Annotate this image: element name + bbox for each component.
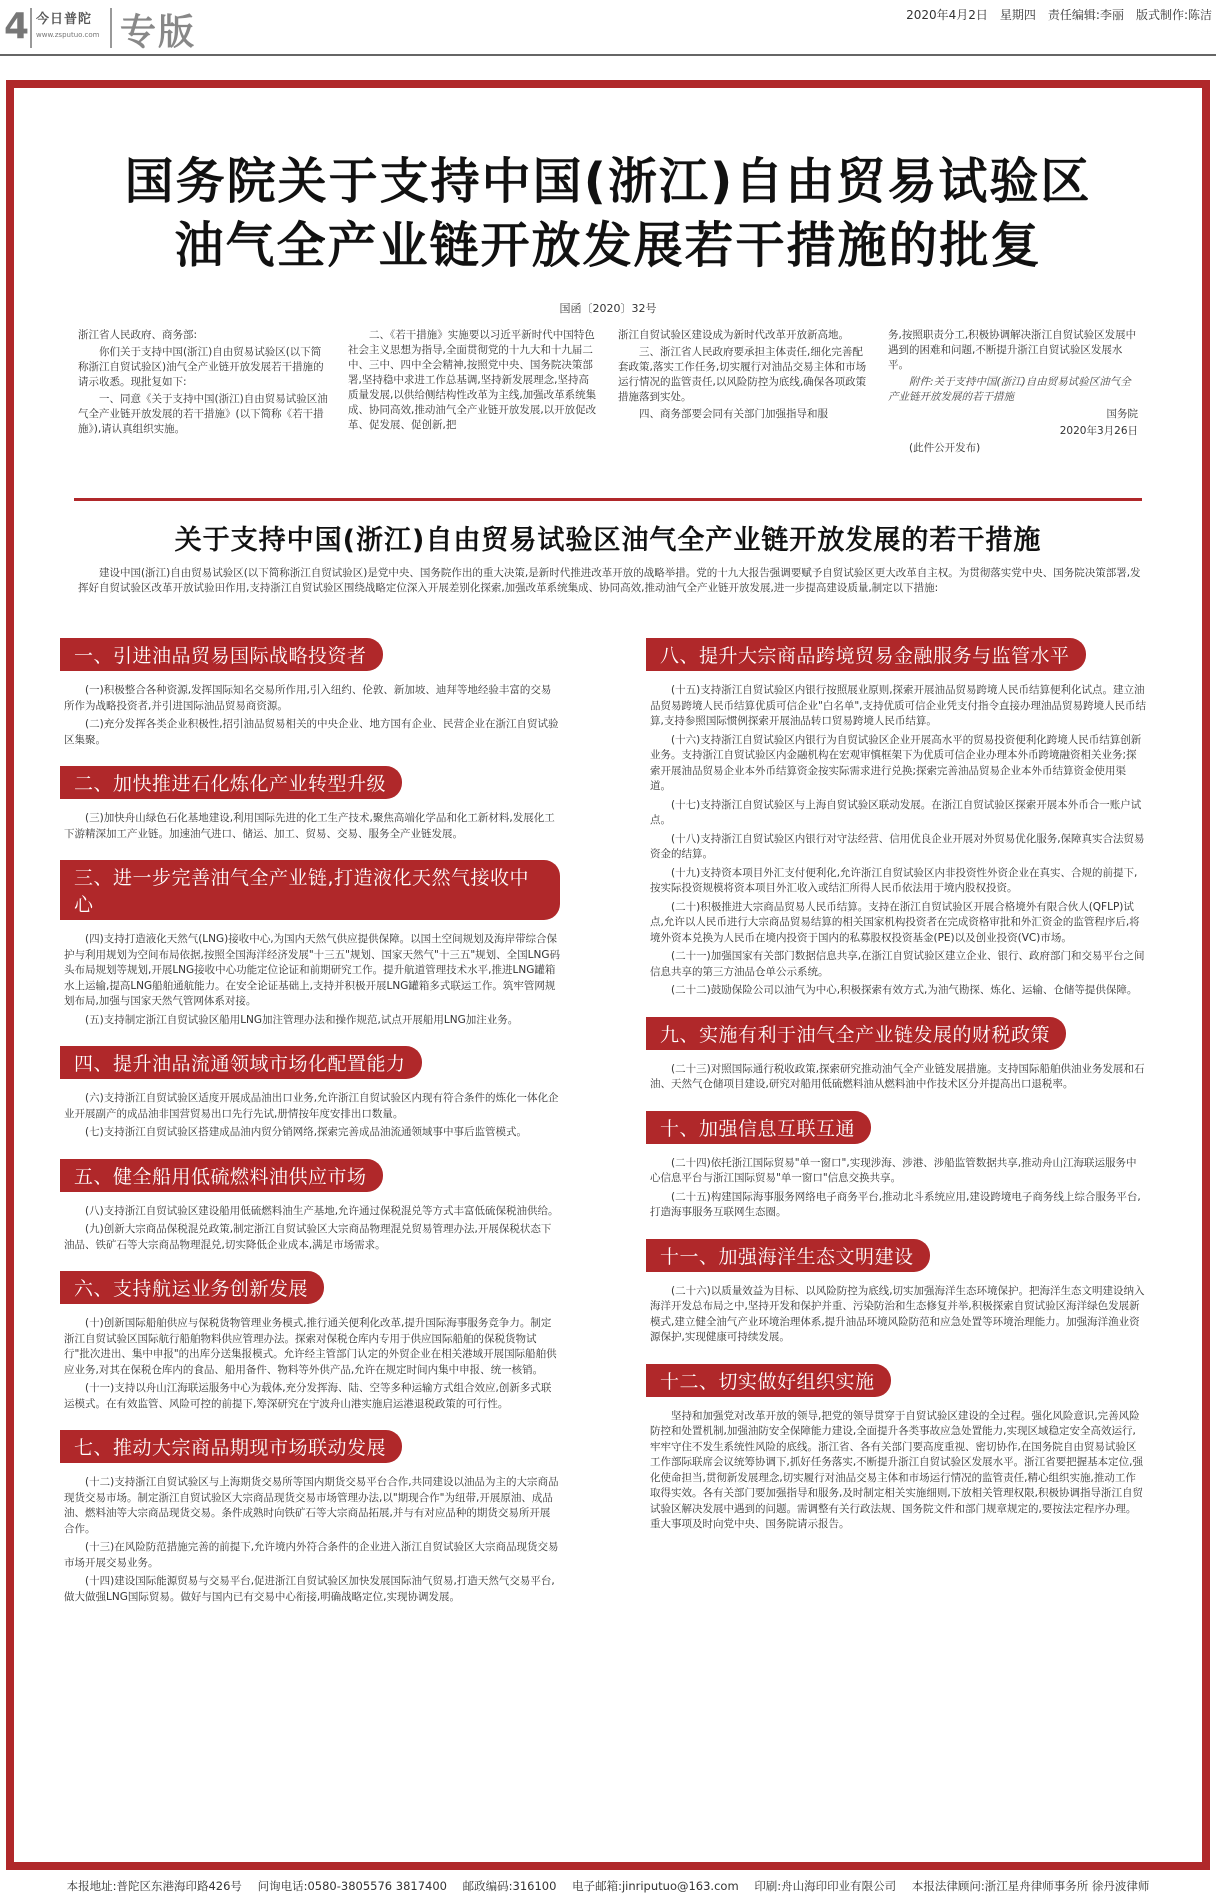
reply-column-4 — [888, 328, 1138, 458]
measure-item: (十五)支持浙江自贸试验区内银行按照展业原则,探索开展油品贸易跨境人民币结算便利化试点。建立油品贸易跨境人民币结算优质可信企业"白名单",支持优质可信企业凭支付指令直接办理油品贸易跨境人民币结算,支持参照国际惯例探索开展油品转口贸易跨境人民币结算。 — [650, 684, 1146, 727]
document-number: 国函〔2020〕32号 — [559, 302, 657, 315]
reply-paragraph: 一、同意《关于支持中国(浙江)自由贸易试验区油气全产业链开放发展的若干措施》(以下简称《若干措施》),请认真组织实施。 — [78, 393, 328, 435]
publish-note: (此件公开发布) — [909, 442, 981, 454]
sign-date: 2020年3月26日 — [1059, 425, 1138, 437]
measure-item: (十九)支持资本项目外汇支付便利化,允许浙江自贸试验区内非投资性外资企业在真实、合规的前提下,按实际投资规模将资本项目外汇收入或结汇所得人民币依法用于境内股权投资。 — [650, 866, 1138, 894]
section-heading: 十一、加强海洋生态文明建设 — [646, 1239, 930, 1272]
reply-body — [78, 328, 1138, 458]
section-heading: 一、引进油品贸易国际战略投资者 — [60, 638, 383, 671]
reply-paragraph: 四、商务部要会同有关部门加强指导和服 — [639, 408, 828, 420]
page-number: 4 — [4, 6, 30, 47]
masthead-divider — [30, 8, 32, 48]
section-heading: 六、支持航运业务创新发展 — [60, 1271, 324, 1304]
measure-item: (六)支持浙江自贸试验区适度开展成品油出口业务,允许浙江自贸试验区内现有符合条件的炼化一体化企业开展副产的成品油非国营贸易出口先行先试,册情按年度安排出口数量。 — [64, 1092, 559, 1120]
measure-item: (二十)积极推进大宗商品贸易人民币结算。支持在浙江自贸试验区开展合格境外有限合伙人(QFLP)试点,允许以人民币进行大宗商品贸易结算的相关国家机构投资者在完成资格审批和外汇资金的监管程序后,将境外资本兑换为人民币在境内投资于国内的私募股权投资基金(PE)以及创业投资(VC)市场。 — [650, 900, 1140, 944]
measure-item: (十)创新国际船舶供应与保税货物管理业务模式,推行通关便利化改革,提升国际海事服务竞争力。制定浙江自贸试验区国际航行船舶物料供应管理办法。探索对保税仓库内专用于供应国际船舶的保税货物试行"批次进出、集中申报"的出库分送集报模式。允许经主管部门认定的外贸企业在相关港域开展国际船舶供应业务,对其在保税仓库内的食品、船用备件、物料等外供产品,允许在规定时间内集中申报、统一核销。 — [64, 1317, 557, 1376]
reply-paragraph: 浙江自贸试验区建设成为新时代改革开放新高地。 — [618, 329, 849, 341]
measure-section — [60, 1159, 560, 1254]
section-heading: 二、加快推进石化炼化产业转型升级 — [60, 766, 402, 799]
measure-item: (十四)建设国际能源贸易与交易平台,促进浙江自贸试验区加快发展国际油气贸易,打造天然气交易平台,做大做强LNG国际贸易。做好与国内已有交易中心衔接,明确战略定位,实现协调发展。 — [64, 1575, 555, 1603]
measure-item: (二十六)以质量效益为目标、以风险防控为底线,切实加强海洋生态环境保护。把海洋生态文明建设纳入海洋开发总布局之中,坚持开发和保护并重、污染防治和生态修复并举,积极探索自贸试验区海洋绿色发展新模式,建立健全油气产业环境治理体系,提升油品环境风险防范和应急处置等环境治理能力。加强海洋渔业资源保护,实现健康可持续发展。 — [650, 1284, 1145, 1343]
measure-item: (二十三)对照国际通行税收政策,探索研究推动油气全产业链发展措施。支持国际船舶供油业务发展和石油、天然气仓储项目建设,研究对船用低硫燃料油从燃料油中作技术区分并提高出口退税率。 — [650, 1062, 1145, 1090]
measure-section — [60, 860, 560, 1028]
measure-section — [60, 1430, 560, 1605]
reply-paragraph: 务,按照职责分工,积极协调解决浙江自贸试验区发展中遇到的困难和问题,不断提升浙江自贸试验区发展水平。 — [888, 329, 1137, 371]
footer-address: 本报地址:普陀区东港海印路426号 — [66, 1879, 242, 1893]
measures-intro: 建设中国(浙江)自由贸易试验区(以下简称浙江自贸试验区)是党中央、国务院作出的重大决策,是新时代推进改革开放的战略举措。党的十九大报告强调要赋予自贸试验区更大改革自主权。为贯彻落实党中央、国务院决策部署,发挥好自贸试验区改革开放试验田作用,支持浙江自贸试验区围绕战略定位深入开展差别化探索,加强改革系统集成、协同高效,推动油气全产业链开放发展,进一步提高建设质量,制定以下措施: — [78, 567, 1141, 594]
footer — [0, 1878, 1216, 1894]
measure-item: (十七)支持浙江自贸试验区与上海自贸试验区联动发展。在浙江自贸试验区探索开展本外币合一账户试点。 — [650, 798, 1142, 826]
section-heading: 八、提升大宗商品跨境贸易金融服务与监管水平 — [646, 638, 1086, 671]
reply-column-2 — [348, 328, 598, 458]
masthead — [0, 0, 1216, 58]
attachment-note: 附件:关于支持中国(浙江)自由贸易试验区油气全产业链开放发展的若干措施 — [888, 376, 1131, 403]
footer-email[interactable]: 电子邮箱:jinriputuo@163.com — [572, 1879, 739, 1893]
footer-printer: 印刷:舟山海印印业有限公司 — [754, 1879, 897, 1893]
section-divider — [74, 498, 1142, 501]
measure-section — [60, 638, 560, 748]
measure-section — [646, 1111, 1146, 1221]
reply-paragraph: 浙江省人民政府、商务部: — [78, 329, 198, 341]
reply-paragraph: 三、浙江省人民政府要承担主体责任,细化完善配套政策,落实工作任务,切实履行对油品交易主体和市场运行情况的监管责任,以风险防控为底线,确保各项政策措施落到实处。 — [618, 346, 867, 403]
measure-item: (五)支持制定浙江自贸试验区船用LNG加注管理办法和操作规范,试点开展船用LNG加注业务。 — [85, 1013, 519, 1026]
section-heading: 七、推动大宗商品期现市场联动发展 — [60, 1430, 402, 1463]
measure-section — [646, 1364, 1146, 1533]
measure-item: (十八)支持浙江自贸试验区内银行对守法经营、信用优良企业开展对外贸易优化服务,保障真实合法贸易资金的结算。 — [650, 832, 1145, 860]
measures-title: 关于支持中国(浙江)自由贸易试验区油气全产业链开放发展的若干措施 — [174, 525, 1042, 556]
masthead-rule — [0, 54, 1216, 56]
measure-item: (二十一)加强国家有关部门数据信息共享,在浙江自贸试验区建立企业、银行、政府部门和交易平台之间信息共享的第三方油品仓单公示系统。 — [650, 950, 1145, 978]
measure-item: (八)支持浙江自贸试验区建设船用低硫燃料油生产基地,允许通过保税混兑等方式丰富低硫保税油供给。 — [85, 1204, 559, 1217]
footer-postcode: 邮政编码:316100 — [462, 1879, 557, 1893]
measure-section — [60, 766, 560, 842]
article-frame — [6, 80, 1210, 1870]
measure-section — [646, 638, 1146, 999]
signer: 国务院 — [1106, 408, 1138, 420]
reply-title — [14, 150, 1202, 278]
reply-title-line2: 油气全产业链开放发展若干措施的批复 — [174, 217, 1042, 274]
measure-item: (七)支持浙江自贸试验区搭建成品油内贸分销网络,探索完善成品油流通领域事中事后监管模式。 — [85, 1126, 528, 1138]
measures-right-column — [646, 638, 1146, 1551]
footer-phone: 问询电话:0580-3805576 3817400 — [257, 1879, 447, 1893]
measure-item: (四)支持打造液化天然气(LNG)接收中心,为国内天然气供应提供保障。以国土空间规划及海岸带综合保护与利用规划为空间布局依据,按照全国海洋经济发展"十三五"规划、国家天然气"十三五"规划、全国LNG码头布局规划等规划,开展LNG接收中心功能定位论证和前期研究工作。提升航道管理技术水平,推进LNG罐箱水上运输,提高LNG船舶通航能力。在安全论证基础上,支持并积极开展LNG罐箱多式联运工作。筑牢管网规划布局,加强与国家天然气管网体系对接。 — [64, 933, 560, 1007]
reply-paragraph: 二、《若干措施》实施要以习近平新时代中国特色社会主义思想为指导,全面贯彻党的十九大和十九届二中、三中、四中全会精神,按照党中央、国务院决策部署,坚持稳中求进工作总基调,坚持新发展理念,坚持高质量发展,以供给侧结构性改革为主线,加强改革系统集成、协同高效,推动油气全产业链开放发展,以开放促改革、促发展、促创新,把 — [348, 329, 597, 431]
measure-section — [60, 1271, 560, 1412]
measure-item: (三)加快舟山绿色石化基地建设,利用国际先进的化工生产技术,聚焦高端化学品和化工新材料,发展化工下游精深加工产业链。加速油气进口、储运、加工、贸易、交易、服务全产业链发展。 — [64, 812, 555, 840]
section-heading: 十、加强信息互联互通 — [646, 1111, 871, 1144]
measure-item: 坚持和加强党对改革开放的领导,把党的领导贯穿于自贸试验区建设的全过程。强化风险意识,完善风险防控和处置机制,加强油防安全保障能力建设,全面提升各类事故应急处置能力,实现区域稳定安全高效运行,牢牢守住不发生系统性风险的底线。浙江省、各有关部门要高度重视、密切协作,在国务院自由贸易试验区工作部际联席会议统筹协调下,抓好任务落实,不断提升浙江自贸试验区发展水平。浙江省要把握基本定位,强化使命担当,贯彻新发展理念,切实履行对油品交易主体和市场运行情况的监管责任,精心组织实施,推动工作取得实效。各有关部门要加强指导和服务,及时制定相关实施细则,下放相关管理权限,积极协调指导浙江自贸试验区解决发展中遇到的问题。需调整有关行政法规、国务院文件和部门规章规定的,要按法定程序办理。重大事项及时向党中央、国务院请示报告。 — [650, 1409, 1144, 1530]
measure-item: (二十二)鼓励保险公司以油气为中心,积极探索有效方式,为油气勘探、炼化、运输、仓储等提供保障。 — [671, 984, 1138, 996]
section-heading: 四、提升油品流通领域市场化配置能力 — [60, 1046, 422, 1079]
section-heading: 十二、切实做好组织实施 — [646, 1364, 891, 1397]
measure-item: (一)积极整合各种资源,发挥国际知名交易所作用,引入纽约、伦敦、新加坡、迪拜等地经验丰富的交易所作为战略投资者,并引进国际油品贸易商资源。 — [64, 684, 552, 712]
issue-info: 2020年4月2日 星期四 责任编辑:李丽 版式制作:陈洁 — [906, 8, 1212, 22]
measure-item: (二)充分发挥各类企业积极性,招引油品贸易相关的中央企业、地方国有企业、民营企业在浙江自贸试验区集聚。 — [64, 718, 559, 746]
footer-lawyer: 本报法律顾问:浙江星舟律师事务所 徐丹波律师 — [911, 1879, 1150, 1893]
logo-url: www.zsputuo.com — [36, 31, 100, 39]
measure-item: (十三)在风险防范措施完善的前提下,允许境内外符合条件的企业进入浙江自贸试验区大宗商品现货交易市场开展交易业务。 — [64, 1541, 559, 1569]
reply-paragraph: 你们关于支持中国(浙江)自由贸易试验区(以下简称浙江自贸试验区)油气全产业链开放发展若干措施的请示收悉。现批复如下: — [78, 346, 324, 388]
measure-item: (二十四)依托浙江国际贸易"单一窗口",实现涉海、涉港、涉船监管数据共享,推动舟山江海联运服务中心信息平台与浙江国际贸易"单一窗口"信息交换共享。 — [650, 1156, 1137, 1184]
measure-section — [60, 1046, 560, 1141]
logo-text: 今日普陀 — [36, 12, 93, 27]
masthead-divider — [110, 8, 112, 48]
section-heading: 九、实施有利于油气全产业链发展的财税政策 — [646, 1017, 1066, 1050]
section-heading: 五、健全船用低硫燃料油供应市场 — [60, 1159, 383, 1192]
measure-item: (二十五)构建国际海事服务网络电子商务平台,推动北斗系统应用,建设跨境电子商务线上综合服务平台,打造海事服务互联网生态圈。 — [650, 1190, 1141, 1218]
measure-item: (九)创新大宗商品保税混兑政策,制定浙江自贸试验区大宗商品物理混兑贸易管理办法,开展保税状态下油品、铁矿石等大宗商品物理混兑,切实降低企业成本,满足市场需求。 — [64, 1223, 552, 1251]
section-name: 专版 — [120, 12, 197, 53]
measure-item: (十一)支持以舟山江海联运服务中心为载体,充分发挥海、陆、空等多种运输方式组合效应,创新多式联运模式。在有效监管、风险可控的前提下,筹深研究在宁波舟山港实施启运港退税政策的可行性。 — [64, 1382, 552, 1410]
section-heading: 三、进一步完善油气全产业链,打造液化天然气接收中心 — [60, 860, 560, 920]
newspaper-logo — [36, 8, 106, 50]
measure-item: (十六)支持浙江自贸试验区内银行为自贸试验区企业开展高水平的贸易投资便利化跨境人民币结算创新业务。支持浙江自贸试验区内金融机构在宏观审慎框架下为优质可信企业办理本外币跨境融资相关业务;探索开展油品贸易企业本外币结算资金按实际需求进行兑换;探索完善油品贸易企业本外币结算资金使用渠道。 — [650, 733, 1142, 792]
measure-section — [646, 1017, 1146, 1093]
measures-left-column — [60, 638, 560, 1623]
reply-title-line1: 国务院关于支持中国(浙江)自由贸易试验区 — [124, 153, 1092, 210]
measure-section — [646, 1239, 1146, 1346]
reply-column-3 — [618, 328, 868, 458]
reply-column-1 — [78, 328, 328, 458]
measure-item: (十二)支持浙江自贸试验区与上海期货交易所等国内期货交易平台合作,共同建设以油品为主的大宗商品现货交易市场。制定浙江自贸试验区大宗商品现货交易市场管理办法,以"期现合作"为纽带,开展原油、成品油、燃料油等大宗商品现货交易。条件成熟时向铁矿石等大宗商品拓展,并与有对应品种的期货交易所开展合作。 — [64, 1476, 559, 1535]
